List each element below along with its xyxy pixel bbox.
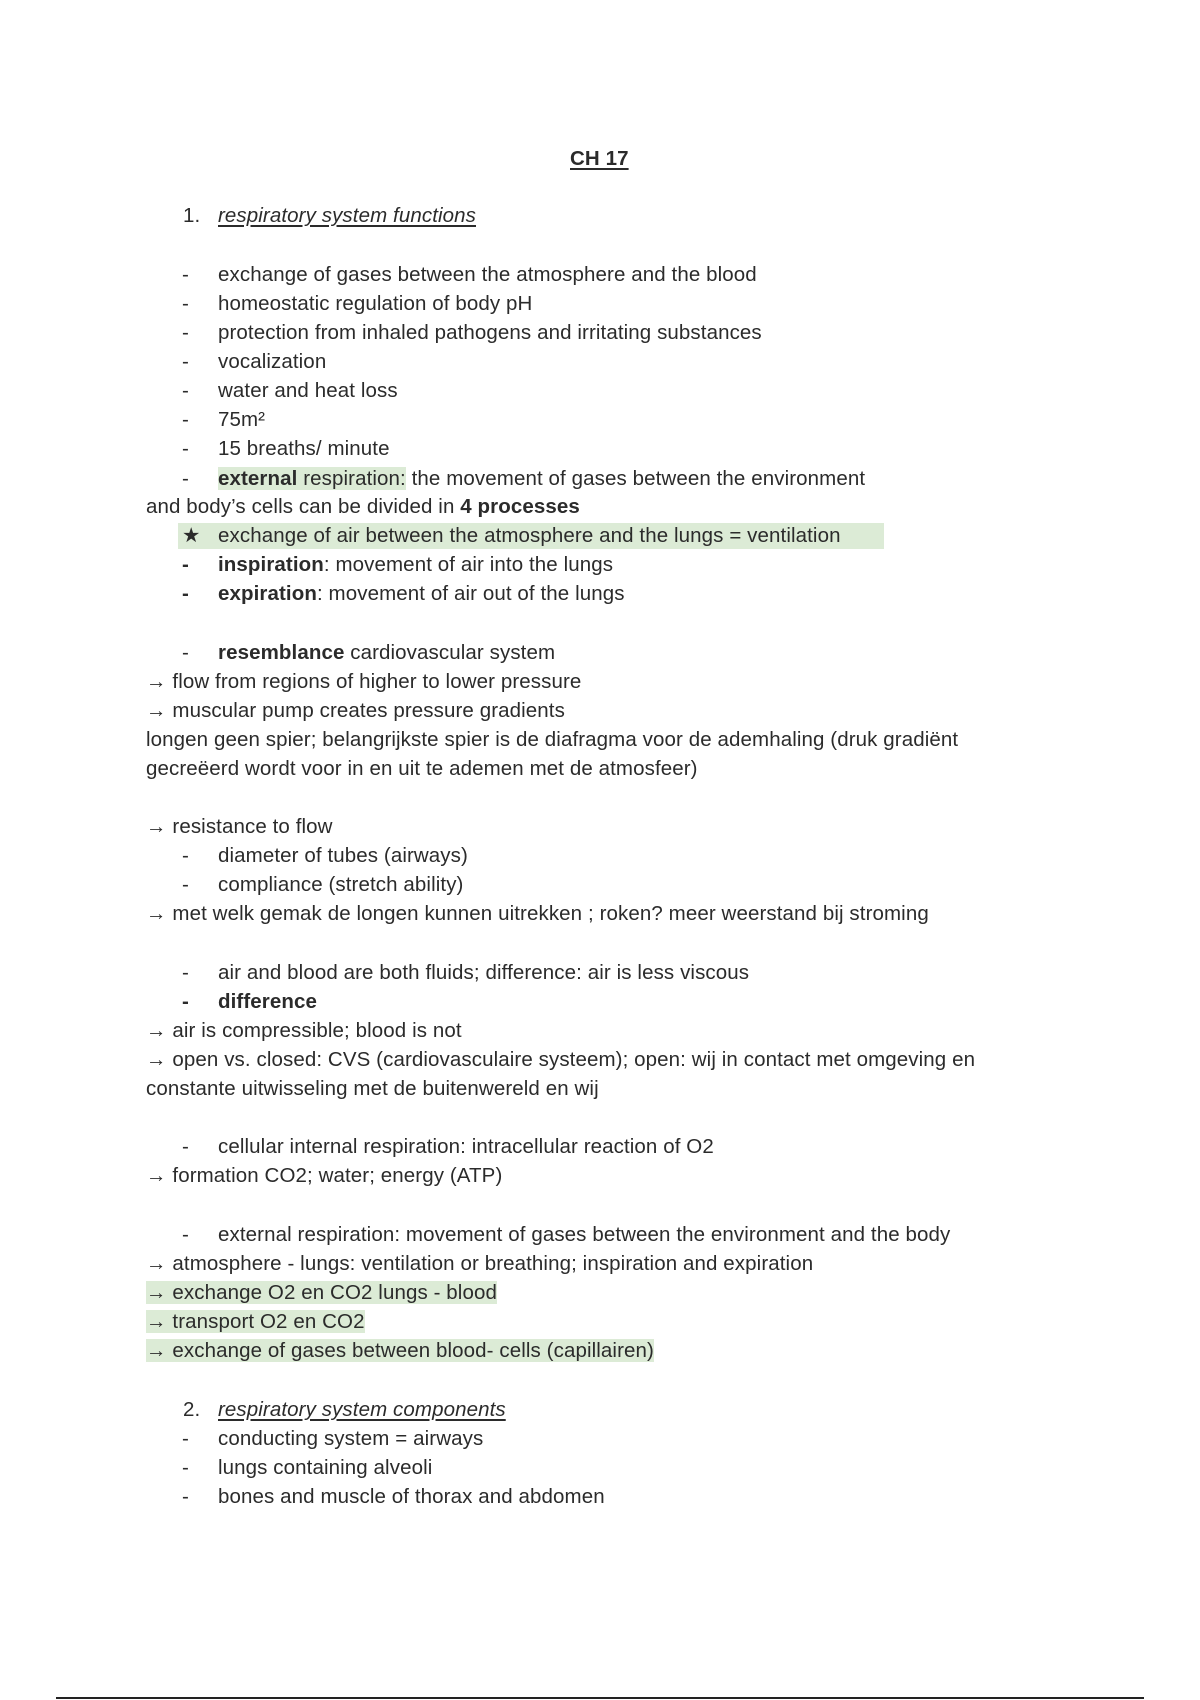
list-item-text — [218, 989, 317, 1015]
arrow-line: → muscular pump creates pressure gradients — [146, 699, 565, 722]
star-item-text: exchange of air between the atmosphere and the lungs = ventilation — [218, 524, 841, 547]
external-line — [218, 466, 865, 492]
bold-term: inspiration — [218, 553, 324, 576]
definition-text: : movement of air into the lungs — [323, 553, 614, 576]
list-item-text: compliance (stretch ability) — [218, 873, 464, 896]
dash-bullet: - — [182, 844, 189, 867]
arrow-line-highlighted — [146, 1280, 497, 1306]
list-item-text: air and blood are both fluids; difference: air is less viscous — [218, 961, 750, 984]
star-icon: ★ — [182, 524, 201, 547]
term-rest: respiration: — [297, 467, 406, 490]
arrow-line: → met welk gemak de longen kunnen uitrekken ; roken? meer weerstand bij stroming — [146, 902, 929, 925]
list-item-text: cellular internal respiration: intracellular reaction of O2 — [218, 1135, 714, 1158]
bold-text: 4 processes — [460, 495, 580, 518]
list-item-text — [218, 581, 625, 607]
arrow-line: → air is compressible; blood is not — [146, 1019, 462, 1042]
arrow-line: → formation CO2; water; energy (ATP) — [146, 1164, 503, 1187]
list-item-text: exchange of gases between the atmosphere and the blood — [218, 263, 757, 286]
paragraph-line: constante uitwisseling met de buitenwereld en wij — [146, 1077, 599, 1100]
list-item-text: bones and muscle of thorax and abdomen — [218, 1485, 605, 1508]
list-item-text: conducting system = airways — [218, 1427, 484, 1450]
arrow-line: → atmosphere - lungs: ventilation or breathing; inspiration and expiration — [146, 1252, 814, 1275]
dash-bullet: - — [182, 1485, 189, 1508]
arrow-line: → open vs. closed: CVS (cardiovasculaire systeem); open: wij in contact met omgeving en — [146, 1048, 976, 1071]
highlighted-text: → exchange O2 en CO2 lungs - blood — [146, 1281, 497, 1304]
list-item-text — [218, 640, 555, 666]
list-item-text: 75m² — [218, 408, 266, 431]
list-item-text: water and heat loss — [218, 379, 398, 402]
dash-bullet: - — [182, 641, 189, 664]
paragraph-line: gecreëerd wordt voor in en uit te ademen met de atmosfeer) — [146, 757, 698, 780]
arrow-line: → flow from regions of higher to lower pressure — [146, 670, 582, 693]
list-item-text: lungs containing alveoli — [218, 1456, 433, 1479]
dash-bullet: - — [182, 350, 189, 373]
highlighted-text: → transport O2 en CO2 — [146, 1310, 365, 1333]
section-title: respiratory system functions — [218, 204, 476, 227]
highlighted-text: → exchange of gases between blood- cells (capillairen) — [146, 1339, 654, 1362]
dash-bullet: - — [182, 379, 189, 402]
dash-bullet: - — [182, 321, 189, 344]
dash-bullet: - — [182, 467, 189, 490]
bold-term: difference — [218, 990, 317, 1013]
page-bottom-rule — [56, 1697, 1144, 1699]
list-item-text: external respiration: movement of gases between the environment and the body — [218, 1223, 951, 1246]
arrow-line: → resistance to flow — [146, 815, 333, 838]
list-item-text: diameter of tubes (airways) — [218, 844, 468, 867]
dash-bullet: - — [182, 961, 189, 984]
dash-bullet: - — [182, 292, 189, 315]
dash-bullet: - — [182, 990, 189, 1013]
page-title: CH 17 — [570, 147, 629, 170]
definition-text: the movement of gases between the environment — [405, 467, 866, 490]
plain-text: and body’s cells can be divided in — [146, 495, 461, 518]
dash-bullet: - — [182, 263, 189, 286]
list-item-text: homeostatic regulation of body pH — [218, 292, 533, 315]
paragraph-line — [146, 494, 580, 520]
bold-term: resemblance — [218, 641, 345, 664]
section-number: 1. — [183, 204, 201, 227]
dash-bullet: - — [182, 1135, 189, 1158]
bold-term: expiration — [218, 582, 317, 605]
list-item-text: vocalization — [218, 350, 327, 373]
paragraph-line: longen geen spier; belangrijkste spier is de diafragma voor de ademhaling (druk gradiënt — [146, 728, 959, 751]
dash-bullet: - — [182, 553, 189, 576]
dash-bullet: - — [182, 1223, 189, 1246]
dash-bullet: - — [182, 582, 189, 605]
arrow-line-highlighted — [146, 1338, 654, 1364]
dash-bullet: - — [182, 437, 189, 460]
bold-term: external — [218, 467, 298, 490]
list-item-text: protection from inhaled pathogens and irritating substances — [218, 321, 762, 344]
arrow-line-highlighted — [146, 1309, 365, 1335]
list-item-text: 15 breaths/ minute — [218, 437, 390, 460]
list-item-text — [218, 552, 613, 578]
highlighted-term — [218, 467, 406, 490]
dash-bullet: - — [182, 873, 189, 896]
section-title: respiratory system components — [218, 1398, 506, 1421]
dash-bullet: - — [182, 1456, 189, 1479]
definition-text: cardiovascular system — [344, 641, 556, 664]
section-number: 2. — [183, 1398, 201, 1421]
dash-bullet: - — [182, 1427, 189, 1450]
definition-text: : movement of air out of the lungs — [316, 582, 625, 605]
dash-bullet: - — [182, 408, 189, 431]
